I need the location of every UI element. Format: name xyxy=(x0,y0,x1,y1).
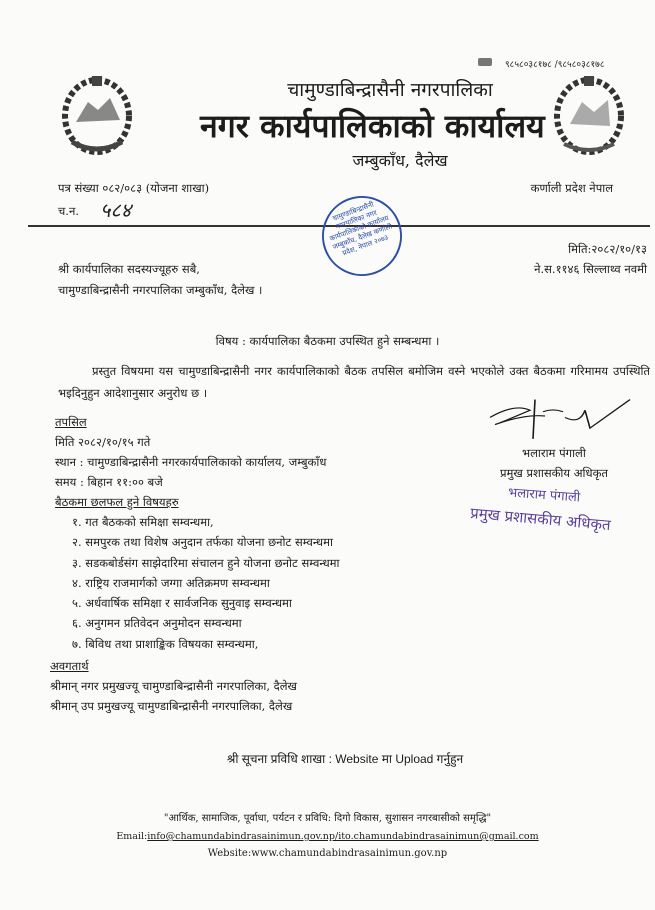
subject: विषय : कार्यपालिका बैठकमा उपस्थित हुने सम्बन्धमा । xyxy=(215,334,440,348)
dispatch-number: ५८४ xyxy=(100,198,132,222)
office-stamp xyxy=(311,185,414,288)
stamp-text: चामुण्डाबिन्द्रासैनी नगरपालिका नगर कार्यपालिकाको कार्यालय जम्बुकाँध, दैलेख कर्णाली प्रदेश, नेपाल २०७३ xyxy=(328,200,394,258)
agenda-item: ५. अर्धवार्षिक समिक्षा र सार्वजनिक सुनुवाइ सम्वन्धमा xyxy=(72,596,292,610)
nepal-emblem-left xyxy=(58,72,136,158)
cc-line: श्रीमान् नगर प्रमुखज्यू चामुण्डाबिन्द्रासैनी नगरपालिका, दैलेख xyxy=(50,679,297,693)
title-stamp: प्रमुख प्रशासकीय अधिकृत xyxy=(469,503,612,535)
cc-line: श्रीमान् उप प्रमुखज्यू चामुण्डाबिन्द्रासैनी नगरपालिका, दैलेख xyxy=(50,699,293,713)
body-paragraph: प्रस्तुत विषयमा यस चामुण्डाबिन्द्रासैनी नगर कार्यपालिकाको बैठक तपसिल बमोजिम वस्ने भएकोले उक्त बैठकमा गरिमामय उपस्थिति भइदिनुहुन आदेशानुसार अनुरोध छ । xyxy=(58,364,650,400)
footer-email xyxy=(0,830,655,843)
footer-website[interactable]: Website:www.chamundabindrasainimun.gov.np xyxy=(207,848,448,859)
dispatch-label: च.न. xyxy=(58,204,79,218)
letter-date: मिति:२०८२/१०/१३ xyxy=(568,242,647,256)
agenda-item: ४. राष्ट्रिय राजमार्गको जग्गा अतिक्रमण सम्वन्धमा xyxy=(72,576,270,590)
phone-numbers: ९८५८०३८१७८ /९८५८०३८१७८ xyxy=(505,60,605,70)
province: कर्णाली प्रदेश नेपाल xyxy=(530,181,613,195)
name-stamp: भलाराम पंगाली xyxy=(507,485,581,506)
agenda-item: १. गत बैठकको समिक्षा सम्वन्धमा, xyxy=(72,515,214,529)
agenda-heading: बैठकमा छलफल हुने विषयहरु xyxy=(55,495,179,509)
details-heading: तपसिल xyxy=(55,415,87,429)
agenda-item: ७. बिविध तथा प्राशाङ्किक विषयका सम्वन्धमा, xyxy=(72,637,259,651)
email-link[interactable]: info@chamundabindrasainimun.gov.np/ito.chamundabindrasainimun@gmail.com xyxy=(147,831,539,842)
letter-number: पत्र संख्या ०८२/०८३ (योजना शाखा) xyxy=(58,181,210,195)
recipient-line-2: चामुण्डाबिन्द्रासैनी नगरपालिका जम्बुकाँध, दैलेख । xyxy=(58,283,263,297)
signature xyxy=(485,396,635,446)
signatory-name: भलाराम पंगाली xyxy=(522,446,586,460)
footer-motto: "आर्थिक, सामाजिक, पूर्वाधा, पर्यटन र प्रविधि: दिगो विकास, सुशासन नगरबासीको समृद्धि" xyxy=(163,813,492,824)
email-label: Email: xyxy=(116,831,148,842)
nepal-sambat-date: ने.स.११४६ सिल्लाथ्व नवमी xyxy=(534,262,647,276)
agenda-item: २. समपुरक तथा विशेष अनुदान तर्फका योजना छनोट सम्वन्धमा xyxy=(72,535,333,549)
cc-heading: अवगतार्थ xyxy=(50,659,89,673)
signatory-title: प्रमुख प्रशासकीय अधिकृत xyxy=(500,466,608,480)
agenda-item: ३. सडकबोर्डसंग साझेदारिमा संचालन हुने योजना छनोट सम्वन्धमा xyxy=(72,556,340,570)
agenda-item: ६. अनुगमन प्रतिवेदन अनुमोदन सम्वन्धमा xyxy=(72,616,242,630)
meeting-place: स्थान : चामुण्डाबिन्द्रासैनी नगरकार्यपालिकाको कार्यालय, जम्बुकाँध xyxy=(55,455,327,469)
it-branch-note: श्री सूचना प्रविधि शाखा : Website मा Upload गर्नुहुन xyxy=(226,752,464,766)
office-title: नगर कार्यपालिकाको कार्यालय xyxy=(200,107,545,145)
recipient-line-1: श्री कार्यपालिका सदस्यज्यूहरु सबै, xyxy=(58,262,200,276)
phone-icon xyxy=(478,58,492,66)
municipality-name: चामुण्डाबिन्द्रासैनी नगरपालिका xyxy=(287,79,493,101)
office-location: जम्बुकाँध, दैलेख xyxy=(352,151,448,170)
nepal-emblem-right xyxy=(550,72,628,158)
meeting-time: समय : बिहान ११:०० बजे xyxy=(55,475,163,489)
meeting-date: मिति २०८२/१०/१५ गते xyxy=(55,435,151,449)
